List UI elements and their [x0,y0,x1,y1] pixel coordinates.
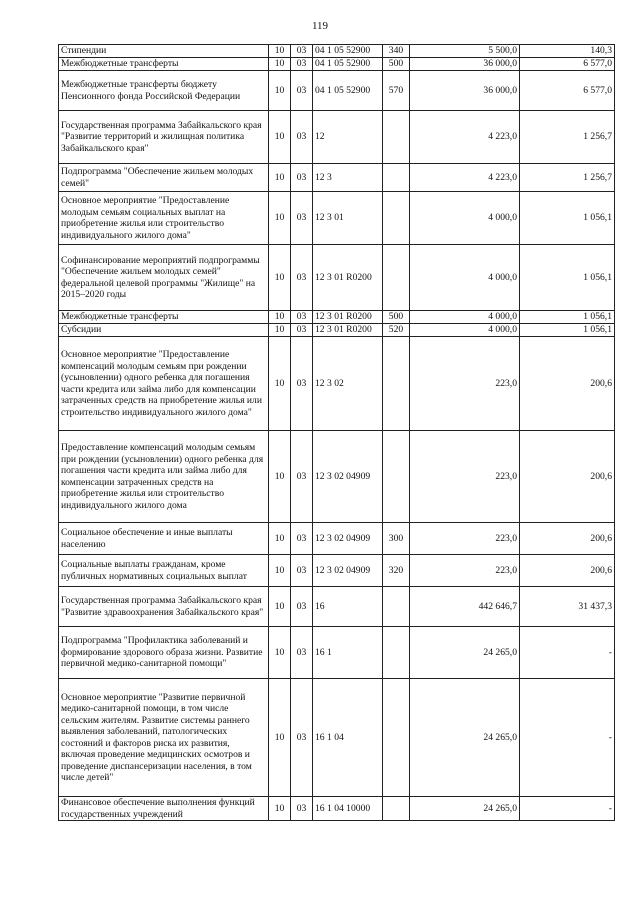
row-amount-planned: 223,0 [410,555,520,587]
row-section: 10 [269,337,291,431]
row-amount-planned: 4 000,0 [410,324,520,337]
row-subsection: 03 [291,431,313,523]
table-row [59,431,615,523]
row-subsection: 03 [291,679,313,797]
row-subsection: 03 [291,192,313,245]
row-subsection: 03 [291,71,313,111]
row-amount-planned: 24 265,0 [410,627,520,679]
row-section: 10 [269,679,291,797]
row-subsection: 03 [291,58,313,71]
row-amount-planned: 223,0 [410,431,520,523]
row-expense-type [383,164,410,192]
row-section: 10 [269,523,291,555]
table-row [59,587,615,627]
row-amount-executed: 1 056,1 [520,311,615,324]
row-section: 10 [269,58,291,71]
table-row [59,311,615,324]
row-section: 10 [269,324,291,337]
row-amount-planned: 24 265,0 [410,797,520,821]
budget-table [58,44,615,821]
row-expense-type: 520 [383,324,410,337]
row-name: Стипендии [59,45,269,58]
table-row [59,797,615,821]
row-amount-planned: 4 223,0 [410,111,520,164]
row-expense-type [383,679,410,797]
table-row [59,555,615,587]
row-target-article: 12 3 02 04909 [313,523,383,555]
row-amount-executed: - [520,679,615,797]
row-expense-type: 570 [383,71,410,111]
table-row [59,58,615,71]
row-subsection: 03 [291,797,313,821]
row-amount-planned: 4 000,0 [410,192,520,245]
row-section: 10 [269,797,291,821]
row-subsection: 03 [291,337,313,431]
row-name: Государственная программа Забайкальского края "Развитие здравоохранения Забайкальского края" [59,587,269,627]
row-subsection: 03 [291,311,313,324]
row-section: 10 [269,192,291,245]
row-name: Подпрограмма "Обеспечение жильем молодых семей" [59,164,269,192]
row-expense-type [383,797,410,821]
row-name: Основное мероприятие "Развитие первичной медико-санитарной помощи, в том числе сельским жителям. Развитие системы раннего выявления заболеваний, патологических состояний и факторов риска их развития, включая проведение медицинских осмотров и проведение диспансеризации населения, в том числе детей" [59,679,269,797]
row-target-article: 12 3 02 [313,337,383,431]
row-amount-executed: 31 437,3 [520,587,615,627]
row-amount-planned: 223,0 [410,337,520,431]
row-subsection: 03 [291,587,313,627]
row-target-article: 04 1 05 52900 [313,58,383,71]
row-amount-executed: 1 056,1 [520,324,615,337]
row-section: 10 [269,164,291,192]
row-name: Государственная программа Забайкальского края "Развитие территорий и жилищная политика Забайкальского края" [59,111,269,164]
table-row [59,679,615,797]
row-amount-planned: 36 000,0 [410,58,520,71]
row-expense-type [383,245,410,311]
row-amount-planned: 4 000,0 [410,245,520,311]
row-name: Субсидии [59,324,269,337]
row-target-article: 12 3 [313,164,383,192]
row-expense-type [383,431,410,523]
row-amount-planned: 4 223,0 [410,164,520,192]
table-row [59,164,615,192]
row-amount-executed: - [520,797,615,821]
row-target-article: 16 1 04 [313,679,383,797]
row-name: Социальные выплаты гражданам, кроме публичных нормативных социальных выплат [59,555,269,587]
row-section: 10 [269,245,291,311]
row-expense-type: 500 [383,311,410,324]
row-expense-type [383,627,410,679]
row-amount-executed: 1 056,1 [520,245,615,311]
page-number: 119 [311,20,329,32]
row-section: 10 [269,431,291,523]
row-expense-type: 500 [383,58,410,71]
table-row [59,627,615,679]
row-amount-executed: 1 256,7 [520,111,615,164]
row-expense-type: 340 [383,45,410,58]
row-amount-executed: 140,3 [520,45,615,58]
row-expense-type [383,587,410,627]
row-section: 10 [269,627,291,679]
row-target-article: 12 3 01 [313,192,383,245]
row-amount-planned: 4 000,0 [410,311,520,324]
row-name: Подпрограмма "Профилактика заболеваний и формирование здорового образа жизни. Развитие первичной медико-санитарной помощи" [59,627,269,679]
row-subsection: 03 [291,555,313,587]
row-amount-executed: - [520,627,615,679]
row-target-article: 04 1 05 52900 [313,45,383,58]
row-amount-executed: 1 256,7 [520,164,615,192]
row-amount-planned: 5 500,0 [410,45,520,58]
row-name: Софинансирование мероприятий подпрограммы "Обеспечение жильем молодых семей" федеральной целевой программы "Жилище" на 2015–2020 годы [59,245,269,311]
row-amount-planned: 442 646,7 [410,587,520,627]
row-name: Основное мероприятие "Предоставление молодым семьям социальных выплат на приобретение жилья или строительство индивидуального жилого дома" [59,192,269,245]
row-name: Межбюджетные трансферты [59,311,269,324]
row-subsection: 03 [291,111,313,164]
row-name: Основное мероприятие "Предоставление компенсаций молодым семьям при рождении (усыновлении) одного ребенка для погашения части кредита или займа либо для компенсации затраченных средств на приобретение жилья или строительство индивидуального жилого дома" [59,337,269,431]
row-target-article: 16 1 [313,627,383,679]
row-section: 10 [269,587,291,627]
row-expense-type: 300 [383,523,410,555]
row-amount-executed: 200,6 [520,555,615,587]
row-target-article: 12 [313,111,383,164]
row-section: 10 [269,71,291,111]
row-subsection: 03 [291,45,313,58]
row-target-article: 12 3 01 R0200 [313,245,383,311]
table-row [59,337,615,431]
row-target-article: 12 3 01 R0200 [313,324,383,337]
row-name: Межбюджетные трансферты бюджету Пенсионного фонда Российской Федерации [59,71,269,111]
row-amount-executed: 1 056,1 [520,192,615,245]
row-amount-executed: 6 577,0 [520,58,615,71]
row-subsection: 03 [291,523,313,555]
row-expense-type [383,337,410,431]
table-row [59,192,615,245]
table-row [59,245,615,311]
row-amount-planned: 36 000,0 [410,71,520,111]
row-target-article: 04 1 05 52900 [313,71,383,111]
budget-table-body [59,45,615,821]
row-target-article: 12 3 02 04909 [313,431,383,523]
row-amount-executed: 200,6 [520,523,615,555]
row-amount-executed: 6 577,0 [520,71,615,111]
row-target-article: 16 [313,587,383,627]
row-section: 10 [269,311,291,324]
row-amount-planned: 24 265,0 [410,679,520,797]
row-name: Предоставление компенсаций молодым семьям при рождении (усыновлении) одного ребенка для погашения части кредита или займа либо для компенсации затраченных средств на приобретение жилья или строительство индивидуального жилого дома [59,431,269,523]
row-target-article: 12 3 01 R0200 [313,311,383,324]
table-row [59,45,615,58]
row-expense-type [383,111,410,164]
row-section: 10 [269,45,291,58]
row-name: Социальное обеспечение и иные выплаты населению [59,523,269,555]
table-row [59,324,615,337]
table-row [59,71,615,111]
row-section: 10 [269,555,291,587]
row-name: Финансовое обеспечение выполнения функций государственных учреждений [59,797,269,821]
row-subsection: 03 [291,627,313,679]
row-subsection: 03 [291,245,313,311]
row-expense-type [383,192,410,245]
row-expense-type: 320 [383,555,410,587]
table-row [59,523,615,555]
row-target-article: 12 3 02 04909 [313,555,383,587]
table-row [59,111,615,164]
row-amount-planned: 223,0 [410,523,520,555]
row-target-article: 16 1 04 10000 [313,797,383,821]
row-amount-executed: 200,6 [520,337,615,431]
row-subsection: 03 [291,164,313,192]
row-name: Межбюджетные трансферты [59,58,269,71]
row-amount-executed: 200,6 [520,431,615,523]
row-section: 10 [269,111,291,164]
row-subsection: 03 [291,324,313,337]
